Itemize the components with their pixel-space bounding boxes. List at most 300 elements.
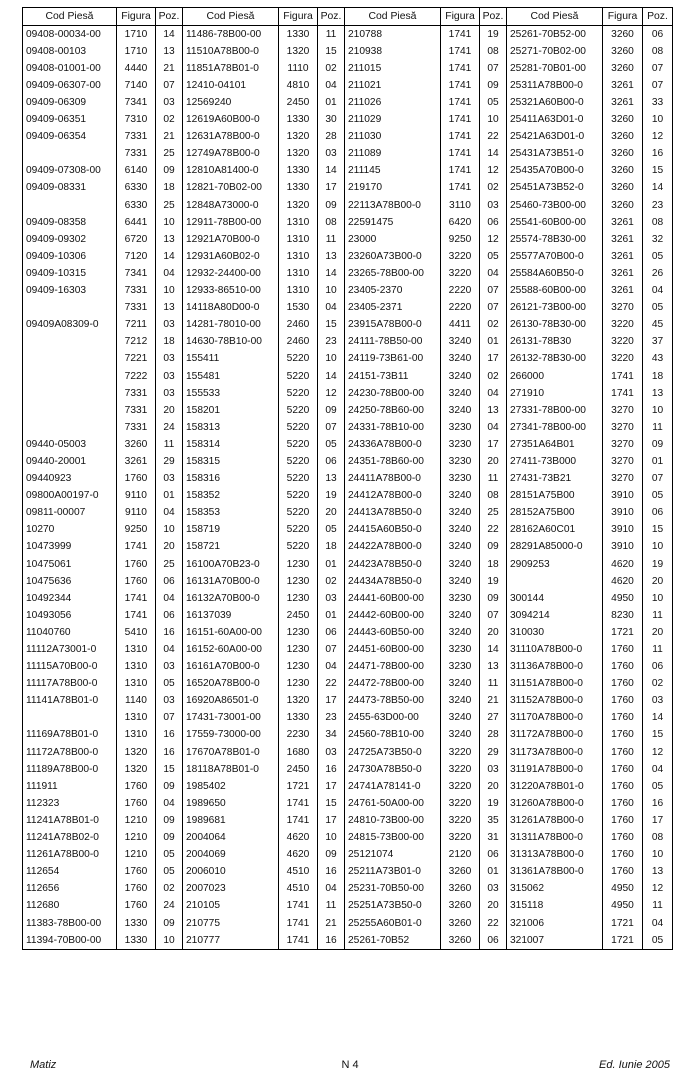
position-cell: 25: [156, 197, 183, 214]
part-code-cell: 10473999: [23, 539, 117, 556]
figure-cell: 8230: [603, 607, 643, 624]
position-cell: 14: [643, 710, 673, 727]
part-code-cell: 16520A78B00-0: [183, 676, 279, 693]
column-header-position-3: Poz.: [480, 8, 507, 26]
figure-cell: 7331: [117, 402, 156, 419]
position-cell: 10: [643, 539, 673, 556]
figure-cell: 3270: [603, 300, 643, 317]
position-cell: 22: [480, 915, 507, 932]
figure-cell: 1320: [279, 43, 318, 60]
part-code-cell: 27351A64B01: [507, 436, 603, 453]
figure-cell: 3260: [441, 864, 480, 881]
figure-cell: 1760: [603, 676, 643, 693]
part-code-cell: 09408-00103: [23, 43, 117, 60]
part-code-cell: 211145: [345, 163, 441, 180]
part-code-cell: 27341-78B00-00: [507, 419, 603, 436]
position-cell: 05: [643, 488, 673, 505]
part-code-cell: 24331-78B10-00: [345, 419, 441, 436]
figure-cell: 1210: [117, 812, 156, 829]
figure-cell: 1760: [117, 898, 156, 915]
figure-cell: 3240: [441, 693, 480, 710]
figure-cell: 1760: [603, 727, 643, 744]
position-cell: 16: [643, 795, 673, 812]
table-row: [23, 676, 673, 693]
position-cell: 33: [643, 94, 673, 111]
position-cell: 29: [156, 453, 183, 470]
part-code-cell: 112654: [23, 864, 117, 881]
part-code-cell: 10270: [23, 522, 117, 539]
figure-cell: 7331: [117, 146, 156, 163]
table-row: [23, 368, 673, 385]
figure-cell: 1760: [603, 830, 643, 847]
table-row: [23, 812, 673, 829]
part-code-cell: 12848A73000-0: [183, 197, 279, 214]
figure-cell: 1760: [603, 847, 643, 864]
part-code-cell: 12821-70B02-00: [183, 180, 279, 197]
part-code-cell: 210777: [183, 932, 279, 950]
figure-cell: 1310: [279, 231, 318, 248]
part-code-cell: 31173A78B00-0: [507, 744, 603, 761]
table-body: [23, 26, 673, 950]
position-cell: 03: [156, 317, 183, 334]
part-code-cell: 24250-78B60-00: [345, 402, 441, 419]
position-cell: 11: [643, 419, 673, 436]
position-cell: 02: [643, 676, 673, 693]
part-code-cell: 24336A78B00-0: [345, 436, 441, 453]
figure-cell: 7140: [117, 77, 156, 94]
table-row: [23, 231, 673, 248]
position-cell: 03: [318, 744, 345, 761]
part-code-cell: 25584A60B50-0: [507, 265, 603, 282]
figure-cell: 1760: [117, 864, 156, 881]
position-cell: 15: [318, 317, 345, 334]
figure-cell: 1230: [279, 676, 318, 693]
table-row: [23, 659, 673, 676]
table-row: [23, 26, 673, 44]
position-cell: 06: [643, 659, 673, 676]
table-row: [23, 727, 673, 744]
position-cell: 11: [480, 676, 507, 693]
part-code-cell: 315118: [507, 898, 603, 915]
position-cell: 12: [318, 385, 345, 402]
figure-cell: 4620: [603, 573, 643, 590]
part-code-cell: 158313: [183, 419, 279, 436]
part-code-cell: 158719: [183, 522, 279, 539]
figure-cell: 3220: [441, 761, 480, 778]
part-code-cell: 321006: [507, 915, 603, 932]
position-cell: 25: [156, 146, 183, 163]
table-row: [23, 197, 673, 214]
part-code-cell: 23265-78B00-00: [345, 265, 441, 282]
figure-cell: 1760: [603, 812, 643, 829]
table-row: [23, 624, 673, 641]
part-code-cell: 22591475: [345, 214, 441, 231]
figure-cell: 1760: [603, 761, 643, 778]
figure-cell: 1760: [603, 795, 643, 812]
figure-cell: 3261: [603, 231, 643, 248]
part-code-cell: 155481: [183, 368, 279, 385]
table-row: [23, 180, 673, 197]
position-cell: 04: [156, 590, 183, 607]
figure-cell: 1230: [279, 590, 318, 607]
part-code-cell: 25121074: [345, 847, 441, 864]
table-row: [23, 351, 673, 368]
table-row: [23, 847, 673, 864]
position-cell: 18: [156, 180, 183, 197]
part-code-cell: 25261-70B52-00: [507, 26, 603, 44]
part-code-cell: 09409A08309-0: [23, 317, 117, 334]
position-cell: 13: [318, 471, 345, 488]
position-cell: 09: [318, 402, 345, 419]
position-cell: 04: [156, 505, 183, 522]
position-cell: 18: [643, 368, 673, 385]
position-cell: 12: [480, 163, 507, 180]
position-cell: 15: [156, 761, 183, 778]
position-cell: 17: [318, 812, 345, 829]
position-cell: 20: [156, 539, 183, 556]
figure-cell: 1741: [441, 94, 480, 111]
figure-cell: 3260: [603, 163, 643, 180]
table-row: [23, 573, 673, 590]
part-code-cell: 155533: [183, 385, 279, 402]
part-code-cell: 12911-78B00-00: [183, 214, 279, 231]
part-code-cell: 210105: [183, 898, 279, 915]
position-cell: 17: [643, 812, 673, 829]
figure-cell: 1310: [279, 248, 318, 265]
position-cell: 06: [156, 573, 183, 590]
position-cell: 02: [480, 180, 507, 197]
position-cell: 27: [480, 710, 507, 727]
header-row: [23, 8, 673, 26]
figure-cell: 3910: [603, 539, 643, 556]
table-row: [23, 488, 673, 505]
figure-cell: 2450: [279, 94, 318, 111]
position-cell: 16: [643, 146, 673, 163]
position-cell: 20: [318, 505, 345, 522]
figure-cell: 3240: [441, 368, 480, 385]
table-row: [23, 163, 673, 180]
table-row: [23, 795, 673, 812]
position-cell: 10: [156, 214, 183, 231]
position-cell: 09: [318, 847, 345, 864]
position-cell: 03: [156, 471, 183, 488]
figure-cell: 1310: [279, 265, 318, 282]
position-cell: 25: [480, 505, 507, 522]
figure-cell: 3240: [441, 522, 480, 539]
figure-cell: 1741: [441, 180, 480, 197]
position-cell: 13: [156, 43, 183, 60]
column-header-code-3: Cod Piesă: [345, 8, 441, 26]
figure-cell: 3910: [603, 488, 643, 505]
position-cell: 07: [480, 300, 507, 317]
part-code-cell: 10493056: [23, 607, 117, 624]
figure-cell: 3240: [441, 488, 480, 505]
figure-cell: 7310: [117, 112, 156, 129]
footer-model-name: Matiz: [30, 1059, 57, 1071]
figure-cell: 5220: [279, 419, 318, 436]
figure-cell: 3260: [603, 112, 643, 129]
table-row: [23, 214, 673, 231]
figure-cell: 1741: [603, 368, 643, 385]
position-cell: 09: [480, 539, 507, 556]
part-code-cell: 11851A78B01-0: [183, 60, 279, 77]
position-cell: 21: [318, 915, 345, 932]
part-code-cell: 25541-60B00-00: [507, 214, 603, 231]
position-cell: 15: [643, 522, 673, 539]
position-cell: 08: [643, 214, 673, 231]
part-code-cell: 310030: [507, 624, 603, 641]
figure-cell: 2220: [441, 300, 480, 317]
position-cell: 14: [318, 368, 345, 385]
part-code-cell: 158314: [183, 436, 279, 453]
position-cell: 22: [480, 129, 507, 146]
figure-cell: 2460: [279, 317, 318, 334]
part-code-cell: 24443-60B50-00: [345, 624, 441, 641]
position-cell: 03: [480, 761, 507, 778]
position-cell: 34: [318, 727, 345, 744]
figure-cell: 1741: [441, 163, 480, 180]
part-code-cell: 1989650: [183, 795, 279, 812]
figure-cell: 2450: [279, 607, 318, 624]
parts-index-table-container: [22, 7, 672, 950]
figure-cell: 3110: [441, 197, 480, 214]
position-cell: 09: [156, 830, 183, 847]
table-row: [23, 402, 673, 419]
table-row: [23, 146, 673, 163]
table-row: [23, 94, 673, 111]
part-code-cell: [23, 334, 117, 351]
figure-cell: 1760: [603, 641, 643, 658]
part-code-cell: 25411A63D01-0: [507, 112, 603, 129]
part-code-cell: [23, 146, 117, 163]
part-code-cell: 24151-73B11: [345, 368, 441, 385]
position-cell: 03: [318, 590, 345, 607]
figure-cell: 6441: [117, 214, 156, 231]
figure-cell: 1741: [441, 77, 480, 94]
figure-cell: 5220: [279, 453, 318, 470]
figure-cell: 1310: [279, 283, 318, 300]
position-cell: 15: [643, 163, 673, 180]
part-code-cell: 11169A78B01-0: [23, 727, 117, 744]
figure-cell: 3230: [441, 659, 480, 676]
figure-cell: 7341: [117, 265, 156, 282]
part-code-cell: 09409-06309: [23, 94, 117, 111]
position-cell: 10: [318, 283, 345, 300]
part-code-cell: 14281-78010-00: [183, 317, 279, 334]
position-cell: 05: [480, 94, 507, 111]
figure-cell: 1741: [603, 385, 643, 402]
position-cell: 22: [480, 522, 507, 539]
position-cell: 03: [643, 693, 673, 710]
part-code-cell: 25261-70B52: [345, 932, 441, 950]
figure-cell: 1741: [441, 146, 480, 163]
part-code-cell: 25574-78B30-00: [507, 231, 603, 248]
part-code-cell: 11241A78B02-0: [23, 830, 117, 847]
figure-cell: 3240: [441, 710, 480, 727]
position-cell: 32: [643, 231, 673, 248]
figure-cell: 3230: [441, 590, 480, 607]
part-code-cell: 2455-63D00-00: [345, 710, 441, 727]
part-code-cell: 25321A60B00-0: [507, 94, 603, 111]
part-code-cell: 2004069: [183, 847, 279, 864]
part-code-cell: 10492344: [23, 590, 117, 607]
figure-cell: 3220: [441, 248, 480, 265]
part-code-cell: 11112A73001-0: [23, 641, 117, 658]
table-row: [23, 265, 673, 282]
position-cell: 18: [480, 556, 507, 573]
part-code-cell: 24412A78B00-0: [345, 488, 441, 505]
figure-cell: 7212: [117, 334, 156, 351]
figure-cell: 1680: [279, 744, 318, 761]
position-cell: 09: [318, 197, 345, 214]
figure-cell: 1760: [603, 778, 643, 795]
position-cell: 28: [318, 129, 345, 146]
figure-cell: 1310: [117, 641, 156, 658]
part-code-cell: 31220A78B01-0: [507, 778, 603, 795]
figure-cell: 3261: [603, 214, 643, 231]
part-code-cell: 111911: [23, 778, 117, 795]
position-cell: 19: [643, 556, 673, 573]
figure-cell: 1330: [279, 180, 318, 197]
figure-cell: 3261: [603, 248, 643, 265]
figure-cell: 5220: [279, 539, 318, 556]
position-cell: 02: [480, 368, 507, 385]
position-cell: 05: [156, 676, 183, 693]
figure-cell: 1330: [279, 26, 318, 44]
position-cell: 10: [156, 283, 183, 300]
position-cell: 03: [318, 146, 345, 163]
part-code-cell: [23, 368, 117, 385]
part-code-cell: 112680: [23, 898, 117, 915]
figure-cell: 1310: [117, 727, 156, 744]
part-code-cell: 24423A78B50-0: [345, 556, 441, 573]
position-cell: 03: [156, 659, 183, 676]
part-code-cell: 211021: [345, 77, 441, 94]
figure-cell: 3220: [603, 351, 643, 368]
figure-cell: 3240: [441, 505, 480, 522]
part-code-cell: 112656: [23, 881, 117, 898]
part-code-cell: 25451A73B52-0: [507, 180, 603, 197]
position-cell: 15: [318, 795, 345, 812]
position-cell: 19: [318, 488, 345, 505]
part-code-cell: 16132A70B00-0: [183, 590, 279, 607]
figure-cell: 6420: [441, 214, 480, 231]
position-cell: 20: [480, 624, 507, 641]
figure-cell: 7331: [117, 385, 156, 402]
part-code-cell: 210788: [345, 26, 441, 44]
figure-cell: 1710: [117, 26, 156, 44]
position-cell: 16: [318, 864, 345, 881]
part-code-cell: 31261A78B00-0: [507, 812, 603, 829]
part-code-cell: 211089: [345, 146, 441, 163]
part-code-cell: 22113A78B00-0: [345, 197, 441, 214]
position-cell: 16: [318, 761, 345, 778]
table-row: [23, 419, 673, 436]
position-cell: 05: [318, 522, 345, 539]
part-code-cell: 12810A81400-0: [183, 163, 279, 180]
position-cell: 14: [643, 180, 673, 197]
position-cell: 10: [318, 830, 345, 847]
part-code-cell: 26121-73B00-00: [507, 300, 603, 317]
position-cell: 04: [156, 795, 183, 812]
part-code-cell: 25281-70B01-00: [507, 60, 603, 77]
position-cell: 04: [480, 265, 507, 282]
part-code-cell: 11141A78B01-0: [23, 693, 117, 710]
position-cell: 08: [318, 214, 345, 231]
part-code-cell: [23, 402, 117, 419]
figure-cell: 2460: [279, 334, 318, 351]
figure-cell: 3260: [441, 915, 480, 932]
figure-cell: 1330: [117, 915, 156, 932]
part-code-cell: 27411-73B000: [507, 453, 603, 470]
position-cell: 17: [318, 693, 345, 710]
figure-cell: 1230: [279, 659, 318, 676]
figure-cell: 4440: [117, 60, 156, 77]
column-header-figure-4: Figura: [603, 8, 643, 26]
part-code-cell: 23915A78B00-0: [345, 317, 441, 334]
part-code-cell: [23, 197, 117, 214]
figure-cell: 3260: [441, 932, 480, 950]
figure-cell: 3240: [441, 334, 480, 351]
part-code-cell: 24422A78B00-0: [345, 539, 441, 556]
part-code-cell: 09409-10306: [23, 248, 117, 265]
position-cell: 05: [480, 248, 507, 265]
figure-cell: 7331: [117, 283, 156, 300]
figure-cell: 1741: [441, 129, 480, 146]
part-code-cell: 17431-73001-00: [183, 710, 279, 727]
figure-cell: 5220: [279, 522, 318, 539]
part-code-cell: 09440-05003: [23, 436, 117, 453]
position-cell: 04: [156, 265, 183, 282]
part-code-cell: 24411A78B00-0: [345, 471, 441, 488]
position-cell: 01: [643, 453, 673, 470]
position-cell: 12: [643, 881, 673, 898]
position-cell: 13: [643, 864, 673, 881]
column-header-figure-1: Figura: [117, 8, 156, 26]
column-header-code-4: Cod Piesă: [507, 8, 603, 26]
figure-cell: 3220: [441, 830, 480, 847]
position-cell: 25: [156, 556, 183, 573]
figure-cell: 4620: [279, 830, 318, 847]
part-code-cell: 25588-60B00-00: [507, 283, 603, 300]
figure-cell: 3230: [441, 471, 480, 488]
part-code-cell: 158352: [183, 488, 279, 505]
table-row: [23, 830, 673, 847]
figure-cell: 1760: [603, 659, 643, 676]
position-cell: 29: [480, 744, 507, 761]
table-row: [23, 898, 673, 915]
position-cell: 17: [480, 436, 507, 453]
position-cell: 02: [318, 573, 345, 590]
part-code-cell: 24741A78141-0: [345, 778, 441, 795]
part-code-cell: 25251A73B50-0: [345, 898, 441, 915]
figure-cell: 1721: [279, 778, 318, 795]
figure-cell: 4950: [603, 881, 643, 898]
position-cell: 14: [480, 641, 507, 658]
position-cell: 10: [643, 112, 673, 129]
position-cell: 04: [643, 761, 673, 778]
table-row: [23, 556, 673, 573]
position-cell: 13: [318, 248, 345, 265]
part-code-cell: 24725A73B50-0: [345, 744, 441, 761]
figure-cell: 1140: [117, 693, 156, 710]
position-cell: 18: [156, 334, 183, 351]
position-cell: 11: [480, 471, 507, 488]
figure-cell: 1330: [279, 163, 318, 180]
figure-cell: 3230: [441, 641, 480, 658]
figure-cell: 2220: [441, 283, 480, 300]
figure-cell: 2450: [279, 761, 318, 778]
